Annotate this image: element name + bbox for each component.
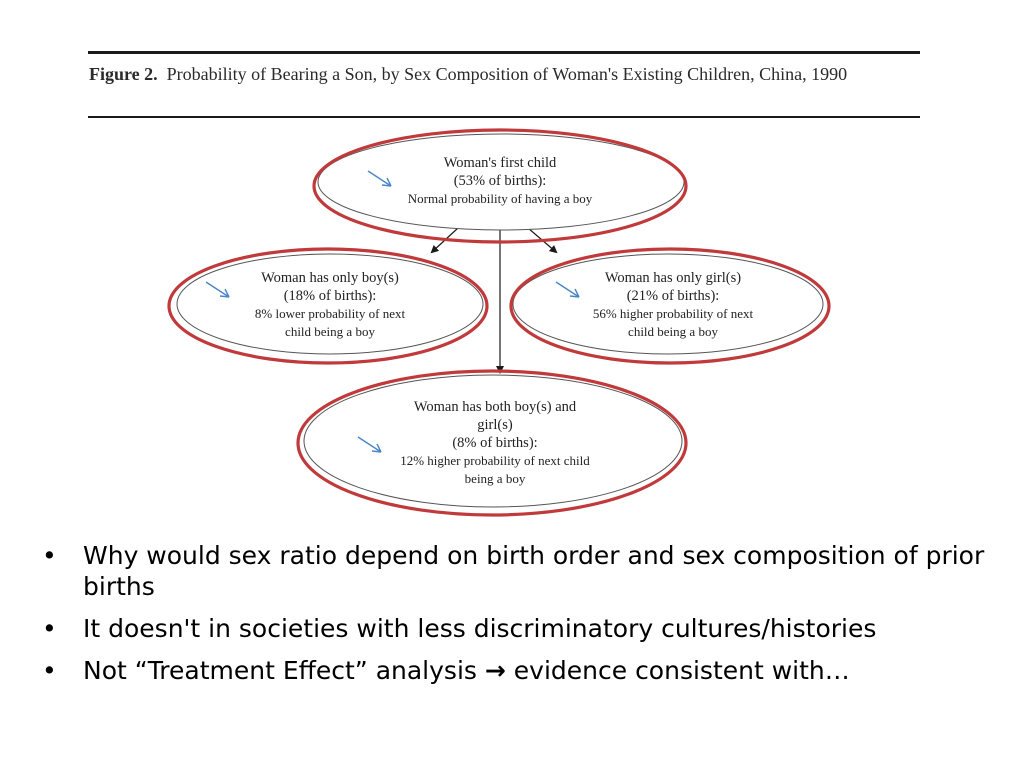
node-both-note-2: being a boy (464, 471, 526, 486)
node-only-girls-share: (21% of births): (626, 288, 720, 304)
node-first-child (350, 154, 650, 208)
figure-label: Figure 2. (89, 64, 158, 84)
node-both-heading-2: girl(s) (477, 417, 513, 433)
bullet-item (40, 540, 1000, 602)
node-both-note-1: 12% higher probability of next child (400, 453, 590, 468)
bullet-list (40, 540, 1000, 697)
node-both-share: (8% of births): (452, 435, 538, 451)
bullet-item (40, 655, 1000, 686)
node-only-girls (523, 269, 823, 341)
node-only-girls-note-1: 56% higher probability of next (592, 306, 754, 321)
bullet-text-before: Not “Treatment Effect” analysis (83, 656, 485, 685)
node-first-child-share: (53% of births): (453, 173, 547, 189)
right-arrow-icon: → (484, 656, 506, 685)
node-only-boys-share: (18% of births): (283, 288, 377, 304)
node-both-heading-1: Woman has both boy(s) and (413, 399, 577, 415)
bullet-symbol: • (42, 614, 57, 643)
node-only-girls-note-2: child being a boy (628, 324, 718, 339)
bullet-symbol: • (42, 541, 57, 570)
bullet-text: It doesn't in societies with less discriminatory cultures/histories (83, 614, 877, 643)
node-only-boys (180, 269, 480, 341)
node-only-girls-heading: Woman has only girl(s) (604, 270, 742, 286)
node-only-boys-heading: Woman has only boy(s) (261, 270, 399, 286)
node-only-boys-note-2: child being a boy (285, 324, 375, 339)
node-first-child-heading: Woman's first child (443, 155, 557, 171)
bullet-text: Why would sex ratio depend on birth order and sex composition of prior births (83, 541, 985, 601)
bullet-text-after: evidence consistent with… (505, 656, 850, 685)
figure-title: Probability of Bearing a Son, by Sex Composition of Woman's Existing Children, China, 1990 (166, 64, 848, 84)
node-only-boys-note-1: 8% lower probability of next (254, 306, 406, 321)
node-first-child-note: Normal probability of having a boy (407, 191, 593, 206)
bullet-symbol: • (42, 656, 57, 685)
bullet-item (40, 613, 1000, 644)
node-both (340, 398, 650, 488)
